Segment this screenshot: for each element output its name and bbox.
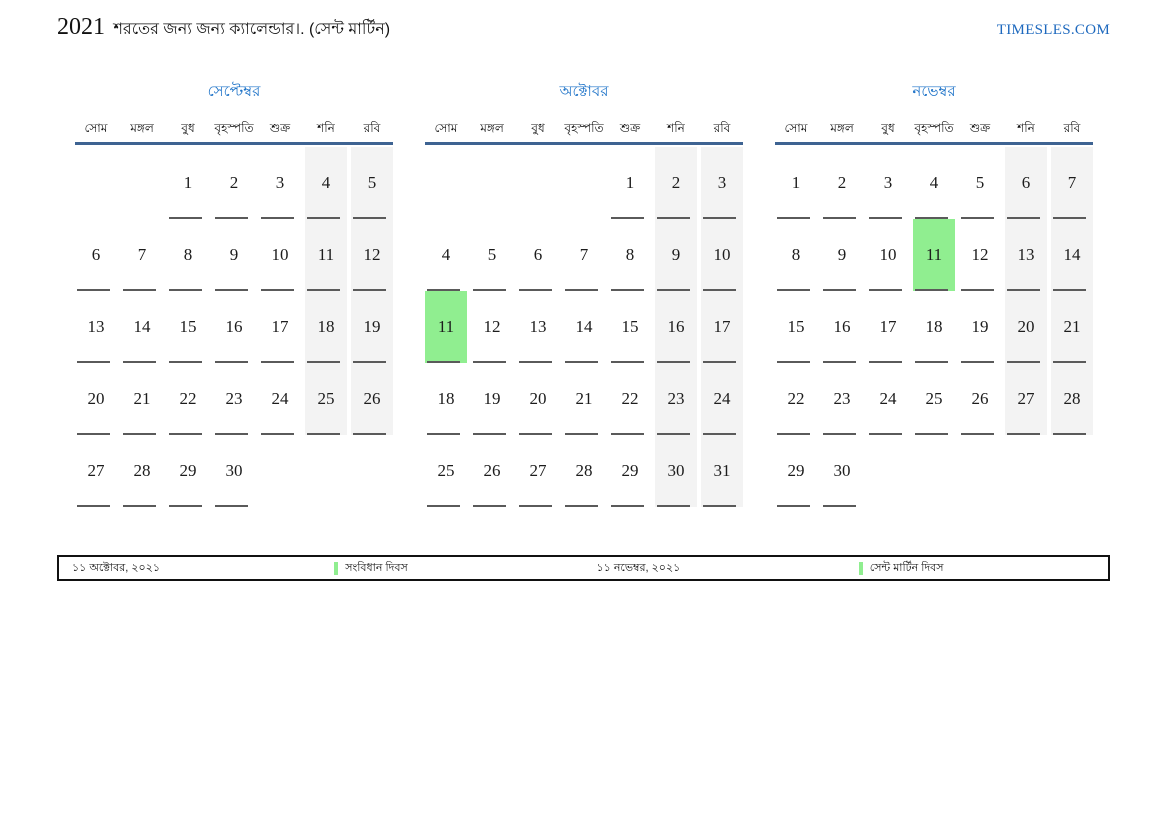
day-cell: 7 [121, 219, 163, 291]
day-cell: 12 [959, 219, 1001, 291]
day-cell: 13 [75, 291, 117, 363]
day-cell: 8 [775, 219, 817, 291]
day-cell: 25 [305, 363, 347, 435]
empty-cell [425, 147, 467, 219]
empty-cell [913, 435, 955, 507]
day-cell: 18 [913, 291, 955, 363]
day-cell: 12 [351, 219, 393, 291]
day-cell: 15 [609, 291, 651, 363]
page-header [57, 14, 1110, 43]
day-cell: 9 [655, 219, 697, 291]
day-cell: 19 [471, 363, 513, 435]
legend-label-col [846, 559, 1108, 578]
month-title: অক্টোবর [559, 83, 609, 100]
day-cell: 30 [655, 435, 697, 507]
day-cell: 6 [75, 219, 117, 291]
day-cell: 14 [121, 291, 163, 363]
weekday-label: মঙ্গল [830, 121, 854, 135]
day-cell: 16 [213, 291, 255, 363]
day-cell: 18 [425, 363, 467, 435]
legend-date-col [584, 559, 846, 578]
weekday-label: মঙ্গল [130, 121, 154, 135]
day-cell: 4 [425, 219, 467, 291]
legend-date: ১১ অক্টোবর, ২০২১ [72, 561, 160, 574]
day-cell: 5 [959, 147, 1001, 219]
day-cell: 3 [867, 147, 909, 219]
day-cell: 30 [821, 435, 863, 507]
day-cell: 18 [305, 291, 347, 363]
weekday-header-row [75, 118, 393, 142]
day-cell: 19 [959, 291, 1001, 363]
empty-cell [1051, 435, 1093, 507]
header-divider-line [75, 142, 393, 145]
day-cell: 11 [913, 219, 955, 291]
day-cell: 3 [259, 147, 301, 219]
day-cell: 17 [259, 291, 301, 363]
weekday-label: বৃহস্পতি [914, 121, 954, 135]
day-cell: 17 [867, 291, 909, 363]
day-cell: 14 [1051, 219, 1093, 291]
site-link[interactable]: TIMESLES.COM [996, 22, 1110, 38]
legend-label: সেন্ট মার্টিন দিবস [869, 561, 944, 574]
weekday-label: বুধ [881, 121, 895, 135]
empty-cell [351, 435, 393, 507]
day-cell: 20 [1005, 291, 1047, 363]
day-cell: 26 [351, 363, 393, 435]
weekday-label: সোম [84, 121, 108, 135]
empty-cell [867, 435, 909, 507]
day-cell: 1 [167, 147, 209, 219]
empty-cell [121, 147, 163, 219]
weekday-label: রবি [1063, 121, 1081, 135]
day-cell: 8 [167, 219, 209, 291]
day-cell: 20 [517, 363, 559, 435]
weekday-label: সোম [434, 121, 458, 135]
day-cell: 2 [213, 147, 255, 219]
day-cell: 24 [259, 363, 301, 435]
day-cell: 10 [867, 219, 909, 291]
day-cell: 27 [1005, 363, 1047, 435]
month-title: সেপ্টেম্বর [207, 83, 261, 100]
day-grid [425, 147, 743, 507]
day-cell: 3 [701, 147, 743, 219]
weekday-label: শনি [1017, 121, 1035, 135]
day-cell: 8 [609, 219, 651, 291]
day-cell: 11 [425, 291, 467, 363]
weekday-label: রবি [713, 121, 731, 135]
day-cell: 21 [563, 363, 605, 435]
day-grid [775, 147, 1093, 507]
day-cell: 28 [121, 435, 163, 507]
day-cell: 21 [121, 363, 163, 435]
day-cell: 29 [775, 435, 817, 507]
weekday-label: শনি [317, 121, 335, 135]
weekday-label: শনি [667, 121, 685, 135]
day-cell: 16 [821, 291, 863, 363]
empty-cell [305, 435, 347, 507]
day-cell: 7 [563, 219, 605, 291]
weekday-label: বৃহস্পতি [214, 121, 254, 135]
empty-cell [1005, 435, 1047, 507]
weekday-label: বুধ [181, 121, 195, 135]
day-cell: 5 [351, 147, 393, 219]
day-cell: 5 [471, 219, 513, 291]
day-cell: 12 [471, 291, 513, 363]
day-cell: 2 [655, 147, 697, 219]
day-cell: 6 [1005, 147, 1047, 219]
empty-cell [959, 435, 1001, 507]
day-cell: 23 [213, 363, 255, 435]
month-calendar-3 [775, 80, 1093, 507]
day-cell: 19 [351, 291, 393, 363]
day-cell: 30 [213, 435, 255, 507]
header-divider-line [425, 142, 743, 145]
legend-label-col [321, 559, 583, 578]
day-cell: 15 [167, 291, 209, 363]
day-cell: 23 [821, 363, 863, 435]
day-cell: 31 [701, 435, 743, 507]
day-cell: 1 [609, 147, 651, 219]
day-grid [75, 147, 393, 507]
title-text: শরতের জন্য জন্য ক্যালেন্ডার।. (সেন্ট মার্টিন) [113, 21, 391, 38]
day-cell: 25 [913, 363, 955, 435]
weekday-label: শুক্র [969, 121, 991, 135]
day-cell: 22 [167, 363, 209, 435]
day-cell: 29 [609, 435, 651, 507]
day-cell: 13 [517, 291, 559, 363]
holiday-legend [57, 555, 1110, 581]
page-title [57, 14, 390, 43]
day-cell: 10 [701, 219, 743, 291]
weekday-label: সোম [784, 121, 808, 135]
day-cell: 14 [563, 291, 605, 363]
day-cell: 26 [471, 435, 513, 507]
weekday-header-row [425, 118, 743, 142]
day-cell: 28 [563, 435, 605, 507]
month-calendar-1 [75, 80, 393, 507]
calendars-row [75, 80, 1093, 507]
day-cell: 29 [167, 435, 209, 507]
holiday-marker-icon [859, 562, 863, 575]
empty-cell [563, 147, 605, 219]
day-cell: 9 [821, 219, 863, 291]
weekday-label: বৃহস্পতি [564, 121, 604, 135]
day-cell: 15 [775, 291, 817, 363]
weekday-label: রবি [363, 121, 381, 135]
weekday-label: শুক্র [619, 121, 641, 135]
day-cell: 16 [655, 291, 697, 363]
day-cell: 22 [775, 363, 817, 435]
day-cell: 4 [305, 147, 347, 219]
day-cell: 10 [259, 219, 301, 291]
weekday-label: মঙ্গল [480, 121, 504, 135]
day-cell: 24 [867, 363, 909, 435]
weekday-header-row [775, 118, 1093, 142]
day-cell: 11 [305, 219, 347, 291]
holiday-marker-icon [334, 562, 338, 575]
day-cell: 28 [1051, 363, 1093, 435]
title-year: 2021 [57, 14, 105, 40]
empty-cell [471, 147, 513, 219]
day-cell: 1 [775, 147, 817, 219]
day-cell: 26 [959, 363, 1001, 435]
day-cell: 6 [517, 219, 559, 291]
month-title: নভেম্বর [912, 83, 956, 100]
legend-label: সংবিধান দিবস [345, 561, 408, 574]
day-cell: 4 [913, 147, 955, 219]
day-cell: 27 [75, 435, 117, 507]
day-cell: 25 [425, 435, 467, 507]
day-cell: 2 [821, 147, 863, 219]
legend-date-col [59, 559, 321, 578]
day-cell: 13 [1005, 219, 1047, 291]
day-cell: 9 [213, 219, 255, 291]
header-divider-line [775, 142, 1093, 145]
empty-cell [259, 435, 301, 507]
empty-cell [75, 147, 117, 219]
day-cell: 17 [701, 291, 743, 363]
month-calendar-2 [425, 80, 743, 507]
day-cell: 7 [1051, 147, 1093, 219]
day-cell: 27 [517, 435, 559, 507]
day-cell: 23 [655, 363, 697, 435]
legend-date: ১১ নভেম্বর, ২০২১ [596, 561, 681, 574]
empty-cell [517, 147, 559, 219]
weekday-label: শুক্র [269, 121, 291, 135]
day-cell: 22 [609, 363, 651, 435]
day-cell: 21 [1051, 291, 1093, 363]
weekday-label: বুধ [531, 121, 545, 135]
day-cell: 24 [701, 363, 743, 435]
day-cell: 20 [75, 363, 117, 435]
